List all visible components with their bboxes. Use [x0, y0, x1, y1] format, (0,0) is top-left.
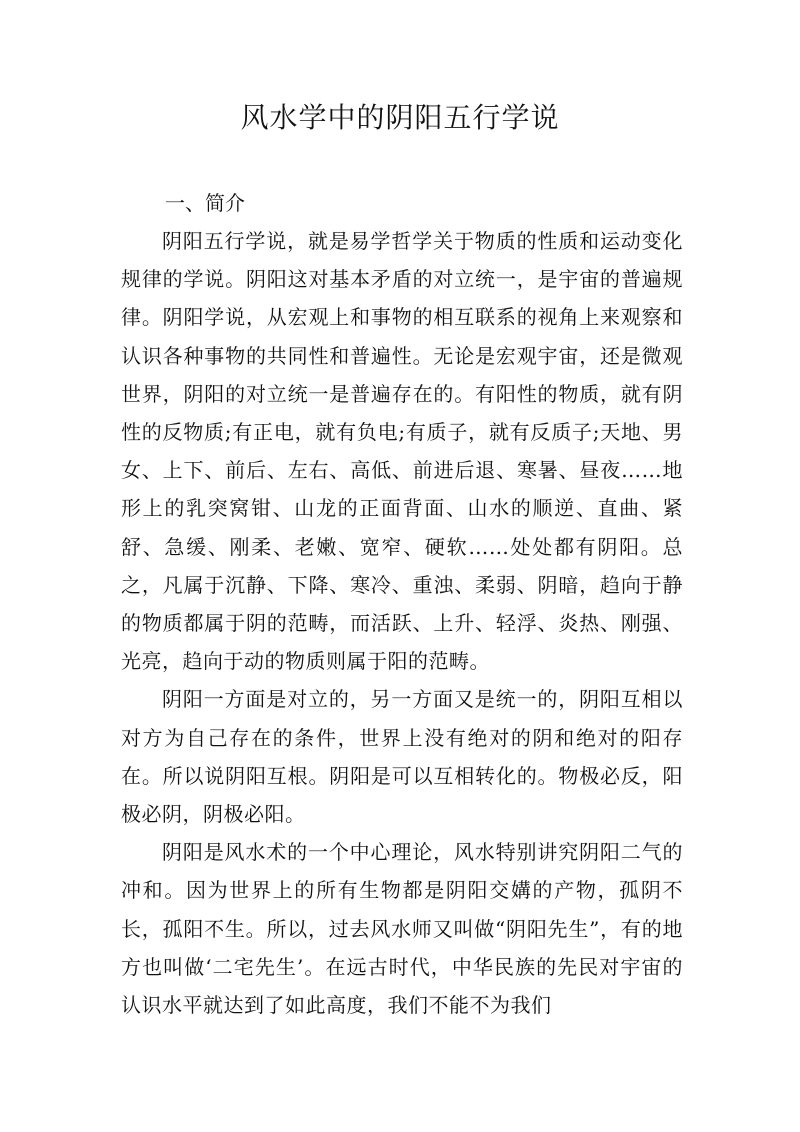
section-heading: 一、简介 [165, 191, 245, 215]
paragraph-3: 阴阳是风水术的一个中心理论，风水特别讲究阴阳二气的冲和。因为世界上的所有生物都是阴阳交媾的产物，孤阴不长，孤阳不生。所以，过去风水师又叫做“阴阳先生”，有的地方也叫做‘二宅先生’。在远古时代，中华民族的先民对宇宙的认识水平就达到了如此高度，我们不能不为我们 [121, 840, 683, 1018]
document-title: 风水学中的阴阳五行学说 [240, 101, 560, 134]
document-body [121, 184, 683, 1024]
paragraph-2: 阴阳一方面是对立的，另一方面又是统一的，阴阳互相以对方为自己存在的条件，世界上没有绝对的阴和绝对的阳存在。所以说阴阳互根。阴阳是可以互相转化的。物极必反，阳极必阴，阴极必阳。 [121, 687, 683, 827]
paragraph-1: 阴阳五行学说，就是易学哲学关于物质的性质和运动变化规律的学说。阴阳这对基本矛盾的对立统一，是宇宙的普遍规律。阴阳学说，从宏观上和事物的相互联系的视角上来观察和认识各种事物的共同性和普遍性。无论是宏观宇宙，还是微观世界，阴阳的对立统一是普遍存在的。有阳性的物质，就有阴性的反物质;有正电，就有负电;有质子，就有反质子;天地、男女、上下、前后、左右、高低、前进后退、寒暑、昼夜……地形上的乳突窝钳、山龙的正面背面、山水的顺逆、直曲、紧舒、急缓、刚柔、老嫩、宽窄、硬软……处处都有阴阳。总之，凡属于沉静、下降、寒冷、重浊、柔弱、阴暗，趋向于静的物质都属于阴的范畴，而活跃、上升、轻浮、炎热、刚强、光亮，趋向于动的物质则属于阳的范畴。 [121, 229, 683, 674]
